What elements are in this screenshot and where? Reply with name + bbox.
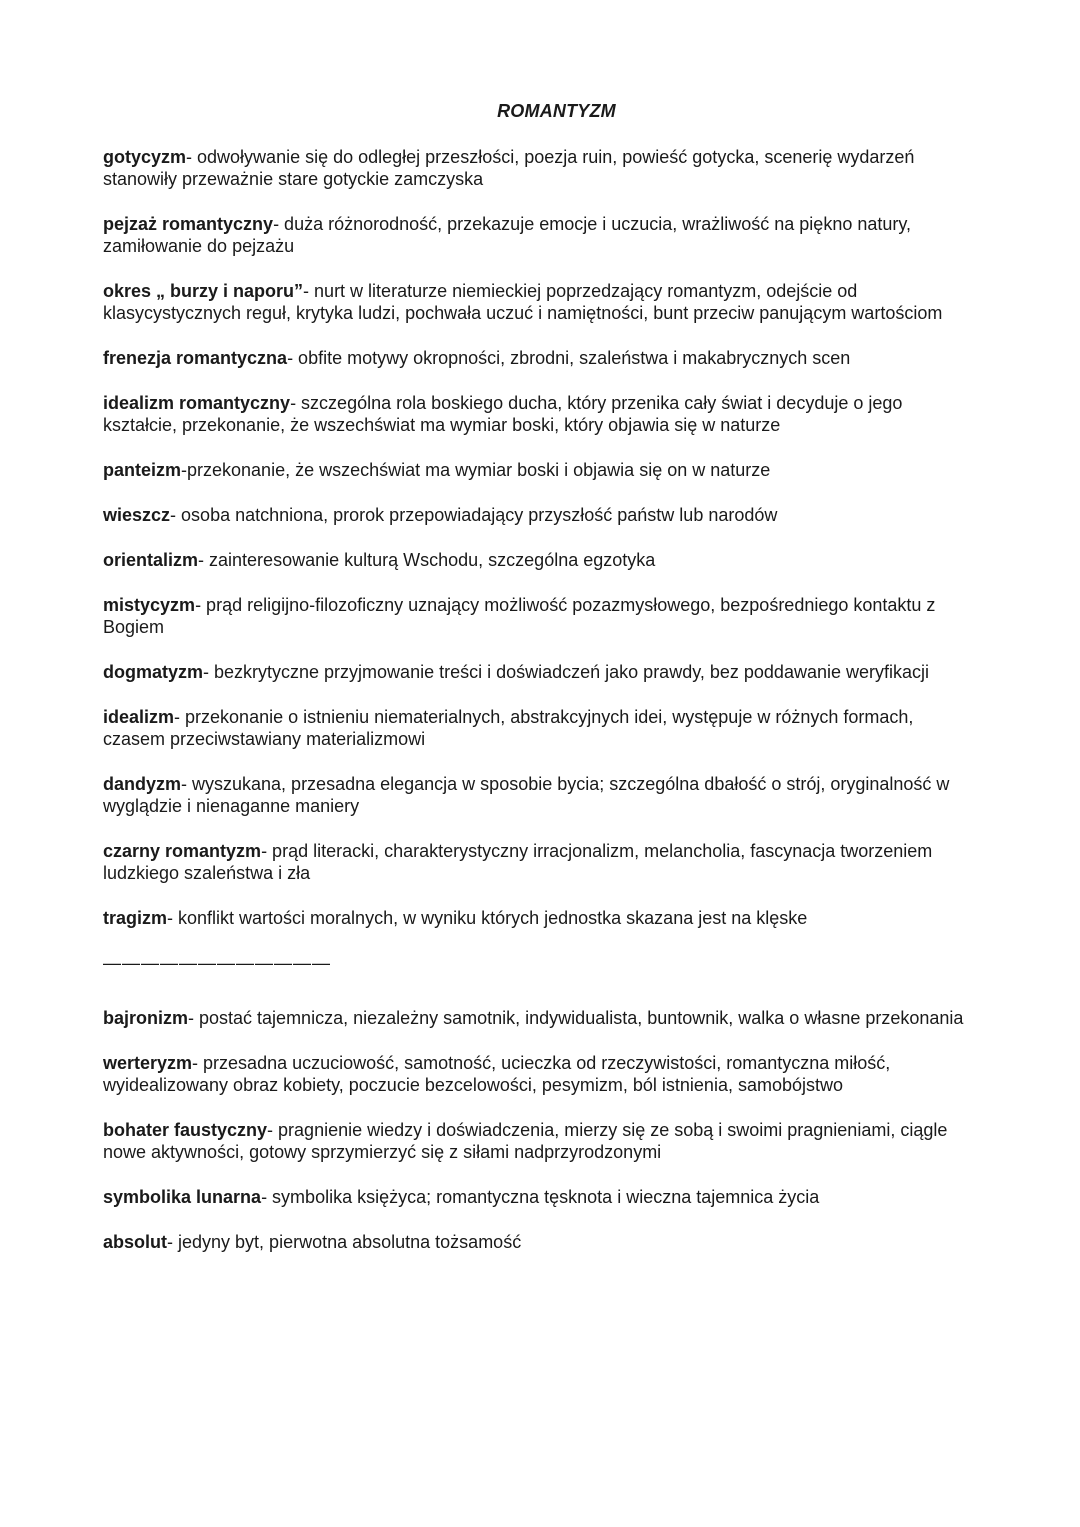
glossary-term: okres „ burzy i naporu” xyxy=(103,281,304,301)
glossary-definition: - przekonanie o istnieniu niematerialnych, abstrakcyjnych idei, występuje w różnych formach, czasem przeciwstawiany materializmowi xyxy=(103,707,914,749)
glossary-entry xyxy=(103,392,980,436)
glossary-term: gotycyzm xyxy=(103,147,187,167)
document-title: ROMANTYZM xyxy=(497,101,616,121)
glossary-entry xyxy=(103,661,980,683)
glossary-entry xyxy=(103,773,980,817)
glossary-term: mistycyzm xyxy=(103,595,196,615)
glossary-term: dogmatyzm xyxy=(103,662,204,682)
glossary-entry xyxy=(103,347,980,369)
glossary-term: panteizm xyxy=(103,460,182,480)
glossary-definition: - wyszukana, przesadna elegancja w sposobie bycia; szczególna dbałość o strój, oryginalność w wyglądzie i nienaganne maniery xyxy=(103,774,950,816)
glossary-term: frenezja romantyczna xyxy=(103,348,288,368)
glossary-term: absolut xyxy=(103,1232,168,1252)
glossary-term: symbolika lunarna xyxy=(103,1187,262,1207)
glossary-definition: - odwoływanie się do odległej przeszłości, poezja ruin, powieść gotycka, scenerię wydarzeń stanowiły przeważnie stare gotyckie zamczyska xyxy=(103,147,915,189)
glossary-definition: - obfite motywy okropności, zbrodni, szaleństwa i makabrycznych scen xyxy=(287,348,851,368)
glossary-definition: - symbolika księżyca; romantyczna tęsknota i wieczna tajemnica życia xyxy=(261,1187,820,1207)
glossary-definition: - osoba natchniona, prorok przepowiadający przyszłość państw lub narodów xyxy=(170,505,778,525)
glossary-term: idealizm xyxy=(103,707,175,727)
glossary-entry xyxy=(103,1007,980,1029)
glossary-entry xyxy=(103,1119,980,1163)
glossary-section-a xyxy=(103,146,980,929)
glossary-entry xyxy=(103,706,980,750)
glossary-definition: - postać tajemnicza, niezależny samotnik, indywidualista, buntownik, walka o własne przekonania xyxy=(188,1008,964,1028)
glossary-definition: - przesadna uczuciowość, samotność, ucieczka od rzeczywistości, romantyczna miłość, wyidealizowany obraz kobiety, poczucie bezcelowości, pesymizm, ból istnienia, samobójstwo xyxy=(103,1053,891,1095)
glossary-term: bajronizm xyxy=(103,1008,189,1028)
glossary-entry xyxy=(103,594,980,638)
section-separator: ———————————— xyxy=(103,953,331,973)
glossary-entry xyxy=(103,549,980,571)
glossary-definition: - bezkrytyczne przyjmowanie treści i doświadczeń jako prawdy, bez poddawanie weryfikacji xyxy=(203,662,929,682)
glossary-term: pejzaż romantyczny xyxy=(103,214,274,234)
glossary-term: orientalizm xyxy=(103,550,199,570)
glossary-term: wieszcz xyxy=(103,505,171,525)
glossary-definition: - prąd literacki, charakterystyczny irracjonalizm, melancholia, fascynacja tworzeniem ludzkiego szaleństwa i zła xyxy=(103,841,933,883)
glossary-entry xyxy=(103,213,980,257)
glossary-entry xyxy=(103,840,980,884)
glossary-definition: - nurt w literaturze niemieckiej poprzedzający romantyzm, odejście od klasycystycznych reguł, krytyka ludzi, pochwała uczuć i namiętności, bunt przeciw panującym wartościom xyxy=(103,281,943,323)
glossary-section-b xyxy=(103,1007,980,1253)
glossary-entry xyxy=(103,504,980,526)
glossary-term: idealizm romantyczny xyxy=(103,393,291,413)
glossary-entry xyxy=(103,1231,980,1253)
glossary-definition: - konflikt wartości moralnych, w wyniku których jednostka skazana jest na klęske xyxy=(167,908,808,928)
glossary-definition: - pragnienie wiedzy i doświadczenia, mierzy się ze sobą i swoimi pragnieniami, ciągle nowe aktywności, gotowy sprzymierzyć się z siłami nadprzyrodzonymi xyxy=(103,1120,948,1162)
glossary-term: werteryzm xyxy=(103,1053,193,1073)
glossary-term: czarny romantyzm xyxy=(103,841,262,861)
glossary-entry xyxy=(103,1186,980,1208)
glossary-definition: - jedyny byt, pierwotna absolutna tożsamość xyxy=(167,1232,522,1252)
glossary-entry xyxy=(103,907,980,929)
glossary-entry xyxy=(103,459,980,481)
glossary-entry xyxy=(103,146,980,190)
glossary-definition: -przekonanie, że wszechświat ma wymiar boski i objawia się on w naturze xyxy=(181,460,771,480)
glossary-entry xyxy=(103,280,980,324)
glossary-definition: - prąd religijno-filozoficzny uznający możliwość pozazmysłowego, bezpośredniego kontaktu z Bogiem xyxy=(103,595,936,637)
glossary-entry xyxy=(103,1052,980,1096)
glossary-definition: - szczególna rola boskiego ducha, który przenika cały świat i decyduje o jego kształcie, przekonanie, że wszechświat ma wymiar boski, który objawia się w naturze xyxy=(103,393,903,435)
glossary-definition: - zainteresowanie kulturą Wschodu, szczególna egzotyka xyxy=(198,550,656,570)
glossary-definition: - duża różnorodność, przekazuje emocje i uczucia, wrażliwość na piękno natury, zamiłowanie do pejzażu xyxy=(103,214,912,256)
glossary-term: dandyzm xyxy=(103,774,182,794)
glossary-term: tragizm xyxy=(103,908,168,928)
glossary-term: bohater faustyczny xyxy=(103,1120,268,1140)
